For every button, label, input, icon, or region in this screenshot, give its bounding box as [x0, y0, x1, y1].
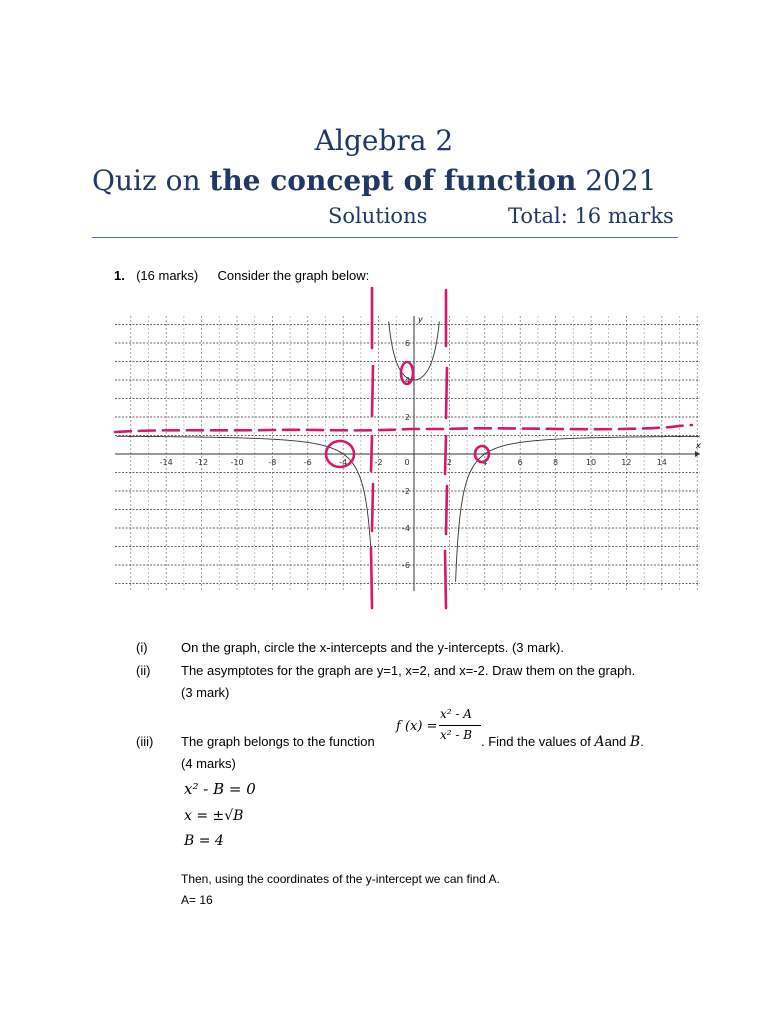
solution-step1: x² - B = 0 — [184, 780, 256, 798]
total-marks: Total: 16 marks — [508, 204, 674, 228]
title-prefix: Quiz on — [92, 164, 210, 197]
part-i-number: (i) — [136, 640, 148, 655]
formula-lhs: f (x) = — [396, 719, 438, 734]
x-tick-label: -12 — [195, 458, 209, 467]
part-iii-marks: (4 marks) — [181, 756, 236, 771]
x-axis-label: x — [696, 441, 701, 450]
title-line1: Algebra 2 — [314, 124, 454, 157]
question-number: 1. — [114, 268, 125, 283]
formula-fraction-bar — [439, 725, 481, 726]
y-tick-label: -4 — [402, 524, 410, 533]
x-tick-label: 6 — [517, 458, 523, 467]
x-tick-label: 2 — [446, 458, 452, 467]
x-tick-label: -8 — [268, 458, 277, 467]
solution-step2: x = ±√B — [184, 808, 244, 824]
formula-numerator: x² - A — [440, 707, 472, 721]
x-tick-label: -10 — [230, 458, 244, 467]
x-tick-label: 10 — [585, 458, 597, 467]
part-iii-period: . — [640, 734, 644, 749]
solution-step3: B = 4 — [184, 833, 224, 849]
y-tick-label: -2 — [402, 487, 410, 496]
x-tick-label: 12 — [621, 458, 632, 467]
part-iii-number: (iii) — [136, 734, 154, 749]
solution-answer: A= 16 — [181, 893, 213, 907]
title-line2 — [92, 164, 657, 197]
part-ii-number: (ii) — [136, 663, 151, 678]
part-ii-marks: (3 mark) — [181, 685, 230, 700]
x-tick-label: -4 — [339, 458, 348, 467]
y-tick-label: 4 — [404, 376, 410, 385]
question-prompt: Consider the graph below: — [217, 268, 370, 283]
question-marks: (16 marks) — [136, 268, 199, 283]
x-tick-label: -6 — [303, 458, 312, 467]
part-iii-text: The graph belongs to the function — [181, 734, 375, 749]
function-graph — [100, 286, 710, 614]
part-i-text: On the graph, circle the x-intercepts and the y-intercepts. (3 mark). — [181, 640, 564, 655]
y-tick-label: 6 — [404, 339, 410, 348]
header-rule — [92, 237, 678, 238]
part-iii-and: and — [604, 734, 627, 749]
part-iii-find: . Find the values of — [481, 734, 591, 749]
formula-denominator: x² - B — [440, 728, 473, 742]
x-tick-label: 8 — [553, 458, 559, 467]
x-tick-label: -14 — [159, 458, 173, 467]
part-iii-text-after — [481, 734, 644, 750]
y-tick-label: 2 — [404, 413, 410, 422]
part-ii-text: The asymptotes for the graph are y=1, x=2, and x=-2. Draw them on the graph. — [181, 663, 636, 678]
title-year: 2021 — [576, 164, 657, 197]
x-tick-label: -2 — [374, 458, 383, 467]
title-bold: the concept of function — [209, 164, 577, 197]
x-tick-label: 4 — [482, 458, 488, 467]
x-tick-label: 14 — [656, 458, 667, 467]
var-a: A — [594, 734, 605, 750]
solution-conclusion: Then, using the coordinates of the y-intercept we can find A. — [181, 872, 500, 886]
y-tick-label: -6 — [402, 561, 410, 570]
question-line — [114, 268, 369, 283]
var-b: B — [629, 734, 641, 750]
y-axis-label: y — [418, 315, 423, 324]
solutions-label: Solutions — [328, 204, 428, 228]
x-tick-label: 0 — [404, 458, 410, 467]
